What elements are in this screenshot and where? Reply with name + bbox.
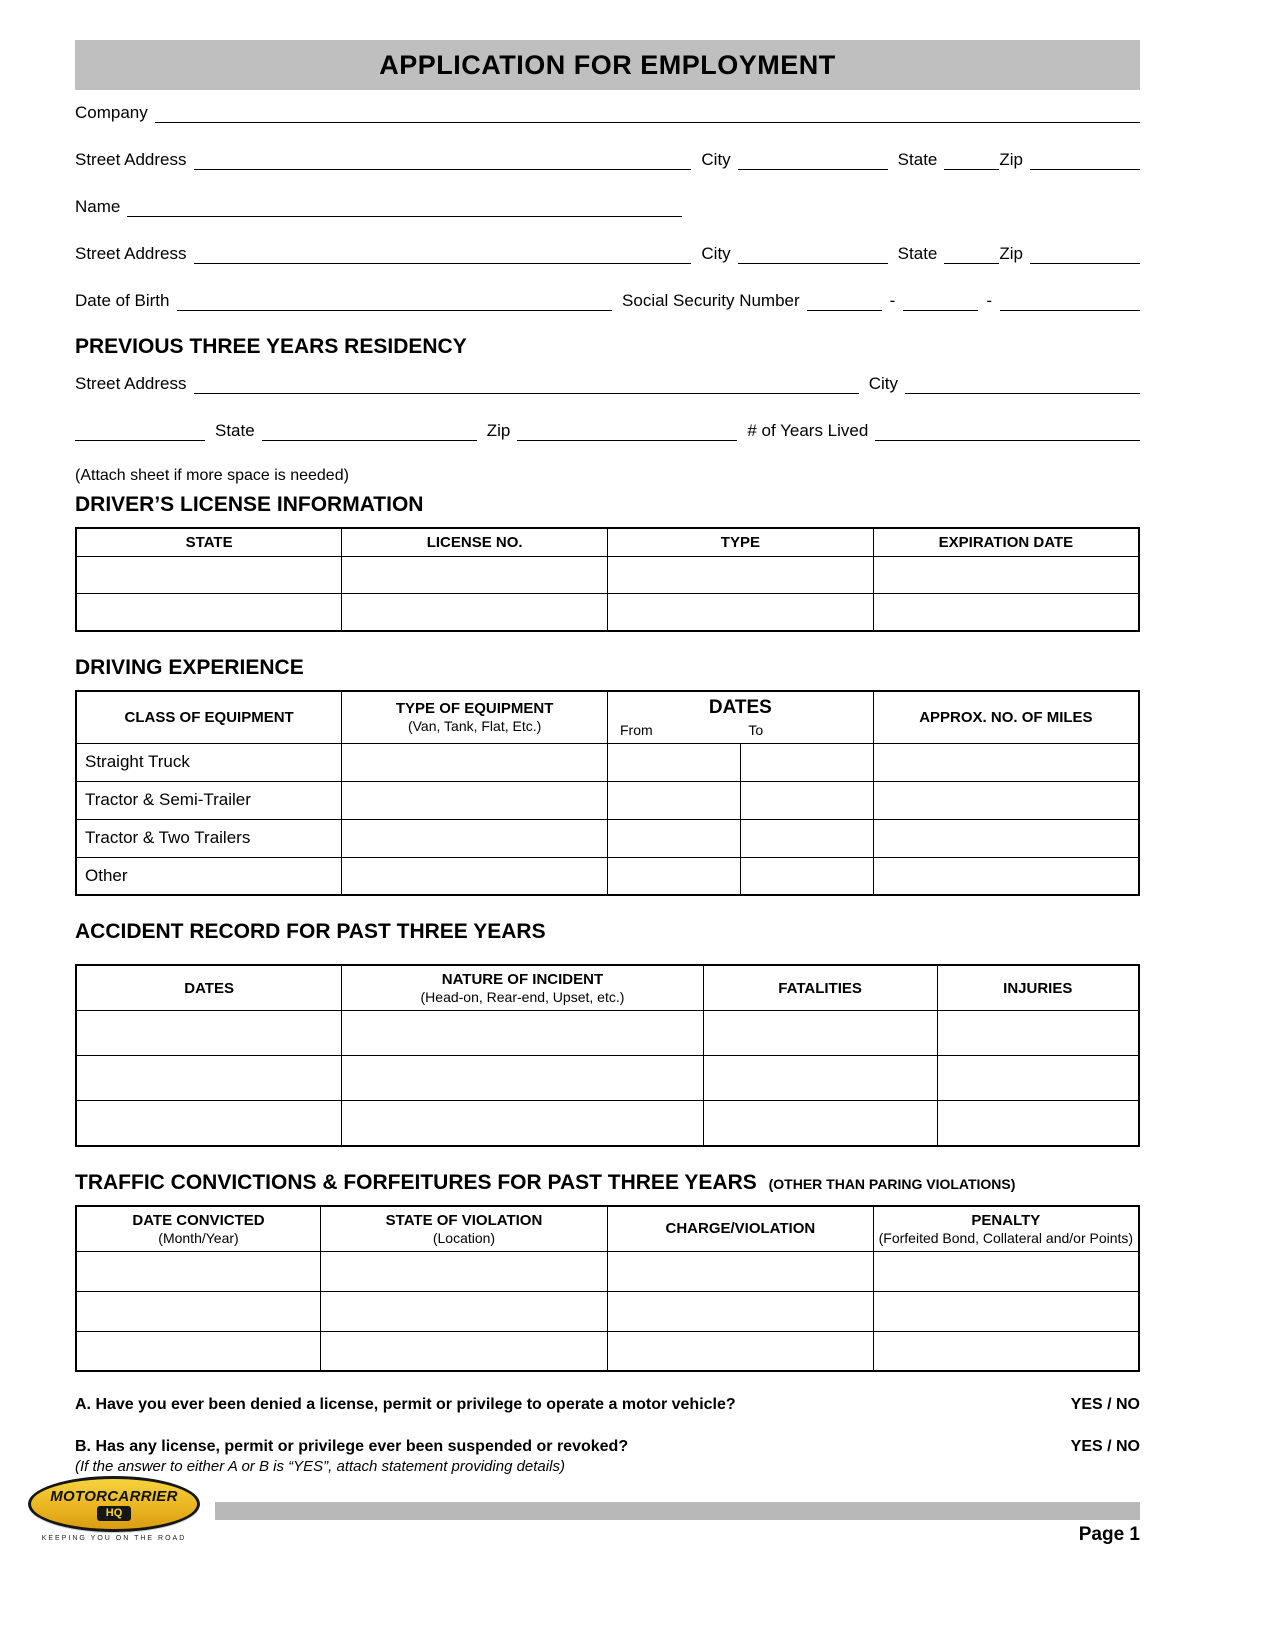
residency-zip-field[interactable] xyxy=(517,420,737,441)
accident-col-injuries: INJURIES xyxy=(937,965,1139,1011)
state-label: State xyxy=(897,150,938,169)
license-type-cell[interactable] xyxy=(608,557,874,594)
residency-state-field[interactable] xyxy=(262,420,477,441)
experience-row-tractor-semi xyxy=(76,781,1139,819)
equipment-class-label: Other xyxy=(76,857,342,895)
miles-cell[interactable] xyxy=(873,781,1139,819)
equipment-class-label: Straight Truck xyxy=(76,743,342,781)
accident-row xyxy=(76,1056,1139,1101)
street-address-label: Street Address xyxy=(75,244,187,263)
license-row xyxy=(76,594,1139,631)
equipment-class-label: Tractor & Semi-Trailer xyxy=(76,781,342,819)
experience-col-class: CLASS OF EQUIPMENT xyxy=(76,691,342,744)
equipment-class-label: Tractor & Two Trailers xyxy=(76,819,342,857)
zip-label: Zip xyxy=(999,244,1023,263)
date-from-cell[interactable] xyxy=(608,781,741,819)
footer xyxy=(0,1470,1275,1650)
experience-col-type-title: TYPE OF EQUIPMENT xyxy=(395,700,554,717)
convictions-col-penalty xyxy=(873,1206,1139,1252)
ssn-dash: - xyxy=(986,291,992,310)
name-label: Name xyxy=(75,197,121,216)
experience-dates-title: DATES xyxy=(708,696,772,718)
accident-nature-cell[interactable] xyxy=(342,1101,703,1146)
residency-address-line xyxy=(75,373,1140,394)
accident-fatalities-cell[interactable] xyxy=(703,1056,937,1101)
convictions-col-date-sub: (Month/Year) xyxy=(158,1229,239,1246)
conviction-state-cell[interactable] xyxy=(320,1291,607,1331)
years-lived-label: # of Years Lived xyxy=(747,421,869,440)
company-address-line xyxy=(75,149,1140,170)
question-a-yes-no[interactable]: YES / NO xyxy=(1070,1396,1140,1413)
years-lived-field[interactable] xyxy=(875,420,1140,441)
equipment-type-cell[interactable] xyxy=(342,781,608,819)
conviction-date-cell[interactable] xyxy=(76,1331,320,1371)
street-address-label: Street Address xyxy=(75,150,187,169)
accident-col-nature xyxy=(342,965,703,1011)
zip-label: Zip xyxy=(999,150,1023,169)
accident-dates-cell[interactable] xyxy=(76,1101,342,1146)
license-state-cell[interactable] xyxy=(76,594,342,631)
company-city-field[interactable] xyxy=(738,149,888,170)
experience-col-miles: APPROX. NO. OF MILES xyxy=(873,691,1139,744)
miles-cell[interactable] xyxy=(873,819,1139,857)
accident-row xyxy=(76,1011,1139,1056)
accident-fatalities-cell[interactable] xyxy=(703,1101,937,1146)
city-label: City xyxy=(701,150,731,169)
license-expiration-cell[interactable] xyxy=(873,594,1139,631)
convictions-col-penalty-title: PENALTY xyxy=(971,1211,1041,1229)
accident-col-nature-title: NATURE OF INCIDENT xyxy=(441,971,604,988)
footer-divider-bar xyxy=(215,1502,1140,1520)
company-label: Company xyxy=(75,103,148,122)
convictions-col-state-sub: (Location) xyxy=(432,1229,496,1246)
miles-cell[interactable] xyxy=(873,857,1139,895)
conviction-penalty-cell[interactable] xyxy=(873,1251,1139,1291)
license-col-state: STATE xyxy=(76,528,342,557)
experience-header-row xyxy=(76,691,1139,744)
residency-city-field[interactable] xyxy=(905,373,1140,394)
accident-heading: ACCIDENT RECORD FOR PAST THREE YEARS xyxy=(75,920,546,943)
convictions-col-state xyxy=(320,1206,607,1252)
conviction-charge-cell[interactable] xyxy=(607,1291,873,1331)
application-form xyxy=(75,40,1140,1475)
accident-col-fatalities: FATALITIES xyxy=(703,965,937,1011)
company-zip-field[interactable] xyxy=(1030,149,1140,170)
attach-sheet-note: (Attach sheet if more space is needed) xyxy=(75,467,349,484)
dob-ssn-line xyxy=(75,290,1140,311)
state-label: State xyxy=(897,244,938,263)
accident-dates-cell[interactable] xyxy=(76,1056,342,1101)
experience-col-type xyxy=(342,691,608,744)
conviction-date-cell[interactable] xyxy=(76,1291,320,1331)
convictions-col-charge: CHARGE/VIOLATION xyxy=(607,1206,873,1252)
traffic-convictions-table xyxy=(75,1205,1140,1373)
license-number-cell[interactable] xyxy=(342,557,608,594)
accident-injuries-cell[interactable] xyxy=(937,1011,1139,1056)
experience-heading: DRIVING EXPERIENCE xyxy=(75,655,304,679)
name-line xyxy=(75,196,1140,217)
license-col-type: TYPE xyxy=(608,528,874,557)
logo-tagline: KEEPING YOU ON THE ROAD xyxy=(41,1535,187,1542)
zip-label: Zip xyxy=(486,421,511,440)
dob-label: Date of Birth xyxy=(75,291,170,310)
residency-heading: PREVIOUS THREE YEARS RESIDENCY xyxy=(75,335,467,358)
license-col-expiration: EXPIRATION DATE xyxy=(873,528,1139,557)
company-field[interactable] xyxy=(155,102,1140,123)
question-a-text: A. Have you ever been denied a license, permit or privilege to operate a motor vehicle? xyxy=(75,1396,736,1413)
company-state-field[interactable] xyxy=(944,149,999,170)
conviction-row xyxy=(76,1331,1139,1371)
license-expiration-cell[interactable] xyxy=(873,557,1139,594)
equipment-type-cell[interactable] xyxy=(342,819,608,857)
license-type-cell[interactable] xyxy=(608,594,874,631)
experience-col-type-sub: (Van, Tank, Flat, Etc.) xyxy=(407,718,542,734)
accident-fatalities-cell[interactable] xyxy=(703,1011,937,1056)
miles-cell[interactable] xyxy=(873,743,1139,781)
applicant-state-field[interactable] xyxy=(944,243,999,264)
question-b-yes-no[interactable]: YES / NO xyxy=(1070,1438,1140,1455)
license-header-row xyxy=(76,528,1139,557)
accident-col-dates: DATES xyxy=(76,965,342,1011)
experience-dates-from-label: From xyxy=(620,721,653,738)
date-to-cell[interactable] xyxy=(740,781,873,819)
dob-field[interactable] xyxy=(177,290,613,311)
date-to-cell[interactable] xyxy=(740,819,873,857)
question-a-row xyxy=(75,1396,1140,1414)
company-line xyxy=(75,102,1140,123)
accident-row xyxy=(76,1101,1139,1146)
logo-hq-badge: HQ xyxy=(97,1506,132,1521)
accident-injuries-cell[interactable] xyxy=(937,1101,1139,1146)
conviction-charge-cell[interactable] xyxy=(607,1331,873,1371)
license-number-cell[interactable] xyxy=(342,594,608,631)
license-row xyxy=(76,557,1139,594)
residency-city-overflow-field[interactable] xyxy=(75,420,205,441)
applicant-address-line xyxy=(75,243,1140,264)
experience-col-dates xyxy=(608,691,874,744)
ssn-field-1[interactable] xyxy=(807,290,882,311)
residency-street-field[interactable] xyxy=(194,373,859,394)
conviction-row xyxy=(76,1291,1139,1331)
applicant-street-field[interactable] xyxy=(194,243,692,264)
conviction-penalty-cell[interactable] xyxy=(873,1291,1139,1331)
date-from-cell[interactable] xyxy=(608,819,741,857)
conviction-charge-cell[interactable] xyxy=(607,1251,873,1291)
license-heading: DRIVER’S LICENSE INFORMATION xyxy=(75,493,424,516)
accident-dates-cell[interactable] xyxy=(76,1011,342,1056)
accident-nature-cell[interactable] xyxy=(342,1056,703,1101)
date-to-cell[interactable] xyxy=(740,743,873,781)
experience-dates-fromto xyxy=(612,722,869,738)
accident-injuries-cell[interactable] xyxy=(937,1056,1139,1101)
questions-note: (If the answer to either A or B is “YES”, attach statement providing details) xyxy=(75,1458,565,1475)
city-label: City xyxy=(701,244,731,263)
license-col-number: LICENSE NO. xyxy=(342,528,608,557)
experience-dates-to-label: To xyxy=(748,721,764,738)
page-title: APPLICATION FOR EMPLOYMENT xyxy=(379,49,836,80)
equipment-type-cell[interactable] xyxy=(342,743,608,781)
state-label: State xyxy=(215,421,255,440)
residency-detail-line xyxy=(75,420,1140,441)
title-bar xyxy=(75,40,1140,90)
date-to-cell[interactable] xyxy=(740,857,873,895)
company-street-field[interactable] xyxy=(194,149,692,170)
convictions-col-penalty-sub: (Forfeited Bond, Collateral and/or Points) xyxy=(878,1229,1134,1246)
conviction-penalty-cell[interactable] xyxy=(873,1331,1139,1371)
logo-oval xyxy=(28,1476,200,1532)
accident-record-table xyxy=(75,964,1140,1147)
license-state-cell[interactable] xyxy=(76,557,342,594)
experience-row-other xyxy=(76,857,1139,895)
ssn-field-3[interactable] xyxy=(1000,290,1140,311)
ssn-label: Social Security Number xyxy=(622,291,800,310)
ssn-field-2[interactable] xyxy=(903,290,978,311)
question-b-row xyxy=(75,1438,1140,1456)
question-b-text: B. Has any license, permit or privilege ever been suspended or revoked? xyxy=(75,1438,629,1455)
convictions-heading-note: (OTHER THAN PARING VIOLATIONS) xyxy=(768,1175,1016,1192)
date-from-cell[interactable] xyxy=(608,743,741,781)
experience-row-straight-truck xyxy=(76,743,1139,781)
accident-col-nature-sub: (Head-on, Rear-end, Upset, etc.) xyxy=(420,989,625,1005)
date-from-cell[interactable] xyxy=(608,857,741,895)
driving-experience-table xyxy=(75,690,1140,897)
conviction-state-cell[interactable] xyxy=(320,1251,607,1291)
conviction-state-cell[interactable] xyxy=(320,1331,607,1371)
equipment-type-cell[interactable] xyxy=(342,857,608,895)
convictions-heading-text: TRAFFIC CONVICTIONS & FORFEITURES FOR PAST THREE YEARS xyxy=(75,1170,757,1194)
applicant-zip-field[interactable] xyxy=(1030,243,1140,264)
applicant-city-field[interactable] xyxy=(738,243,888,264)
logo-brand-text: MOTORCARRIER xyxy=(50,1487,178,1505)
page-number: Page 1 xyxy=(1078,1524,1140,1545)
conviction-date-cell[interactable] xyxy=(76,1251,320,1291)
conviction-row xyxy=(76,1251,1139,1291)
street-address-label: Street Address xyxy=(75,374,187,393)
convictions-col-date-title: DATE CONVICTED xyxy=(132,1211,265,1229)
convictions-heading xyxy=(75,1171,1140,1195)
city-label: City xyxy=(868,374,898,393)
accident-nature-cell[interactable] xyxy=(342,1011,703,1056)
motorcarrier-logo xyxy=(28,1476,200,1542)
convictions-col-state-title: STATE OF VIOLATION xyxy=(385,1211,543,1229)
convictions-col-date xyxy=(76,1206,320,1252)
name-field[interactable] xyxy=(127,196,682,217)
experience-row-tractor-two-trailers xyxy=(76,819,1139,857)
accident-header-row xyxy=(76,965,1139,1011)
license-table xyxy=(75,527,1140,632)
convictions-header-row xyxy=(76,1206,1139,1252)
ssn-dash: - xyxy=(889,291,896,310)
